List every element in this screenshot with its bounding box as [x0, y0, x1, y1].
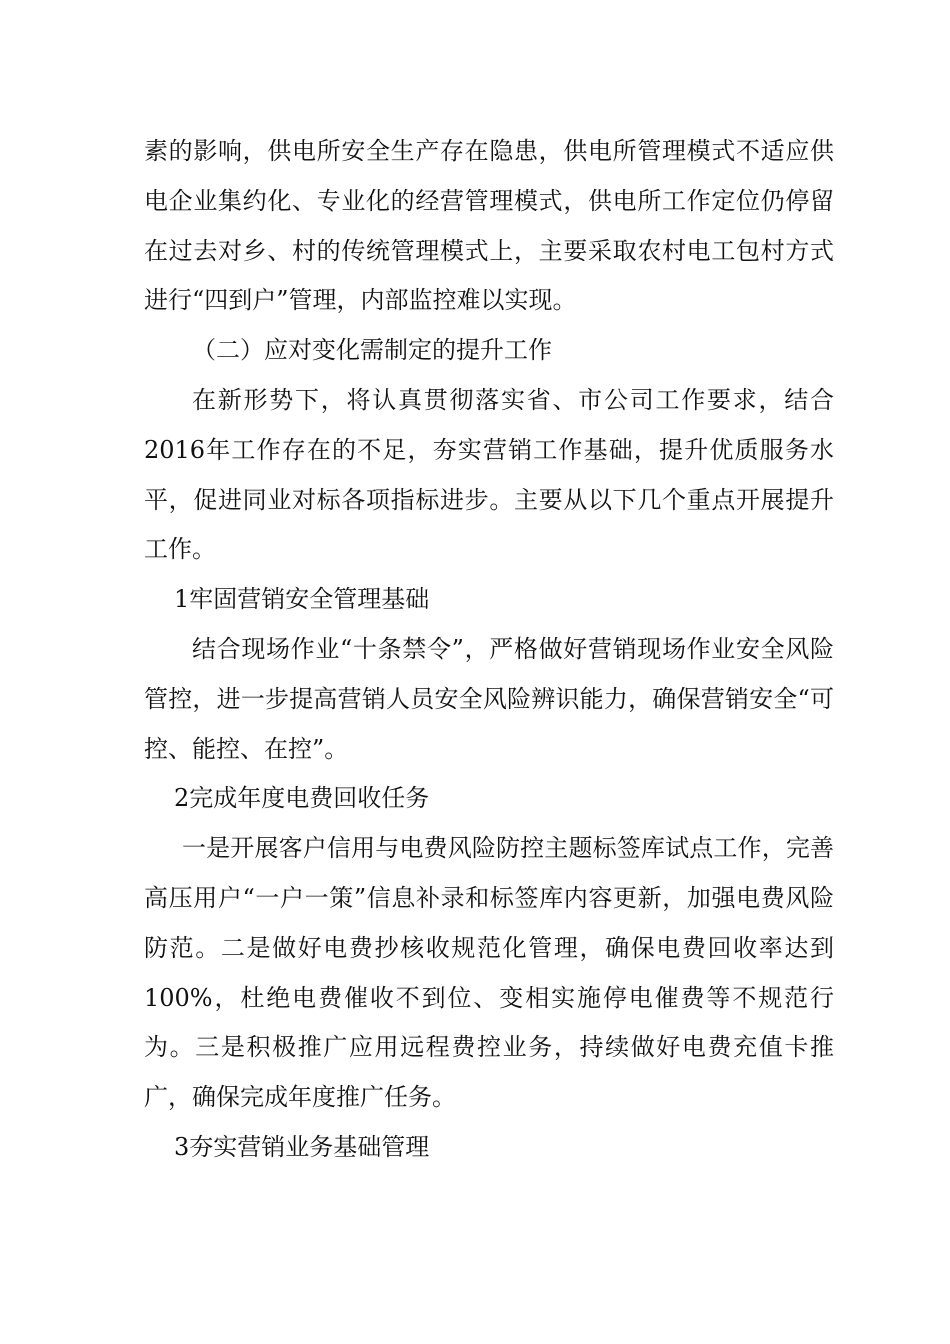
paragraph-fee-recovery: 一是开展客户信用与电费风险防控主题标签库试点工作，完善高压用户“一户一策”信息补录和标签库内容更新，加强电费风险防范。二是做好电费抄核收规范化管理，确保电费回收率达到100%，杜绝电费催收不到位、变相实施停电催费等不规范行为。三是积极推广应用远程费控业务，持续做好电费充值卡推广，确保完成年度推广任务。 [144, 834, 834, 1112]
paragraph-continuation: 素的影响，供电所安全生产存在隐患，供电所管理模式不适应供电企业集约化、专业化的经营管理模式，供电所工作定位仍停留在过去对乡、村的传统管理模式上，主要采取农村电工包村方式进行“四到户”管理，内部监控难以实现。 [144, 137, 834, 315]
body-text [144, 127, 834, 1173]
section-heading: （二）应对变化需制定的提升工作 [192, 336, 552, 365]
paragraph-intro: 在新形势下，将认真贯彻落实省、市公司工作要求，结合2016年工作存在的不足，夯实营销工作基础，提升优质服务水平，促进同业对标各项指标进步。主要从以下几个重点开展提升工作。 [144, 385, 834, 564]
subheading-3: 3夯实营销业务基础管理 [174, 1132, 430, 1161]
subheading-1: 1牢固营销安全管理基础 [174, 585, 430, 614]
subheading-2: 2完成年度电费回收任务 [174, 784, 430, 813]
paragraph-safety: 结合现场作业“十条禁令”，严格做好营销现场作业安全风险管控，进一步提高营销人员安全风险辨识能力，确保营销安全“可控、能控、在控”。 [144, 634, 834, 763]
